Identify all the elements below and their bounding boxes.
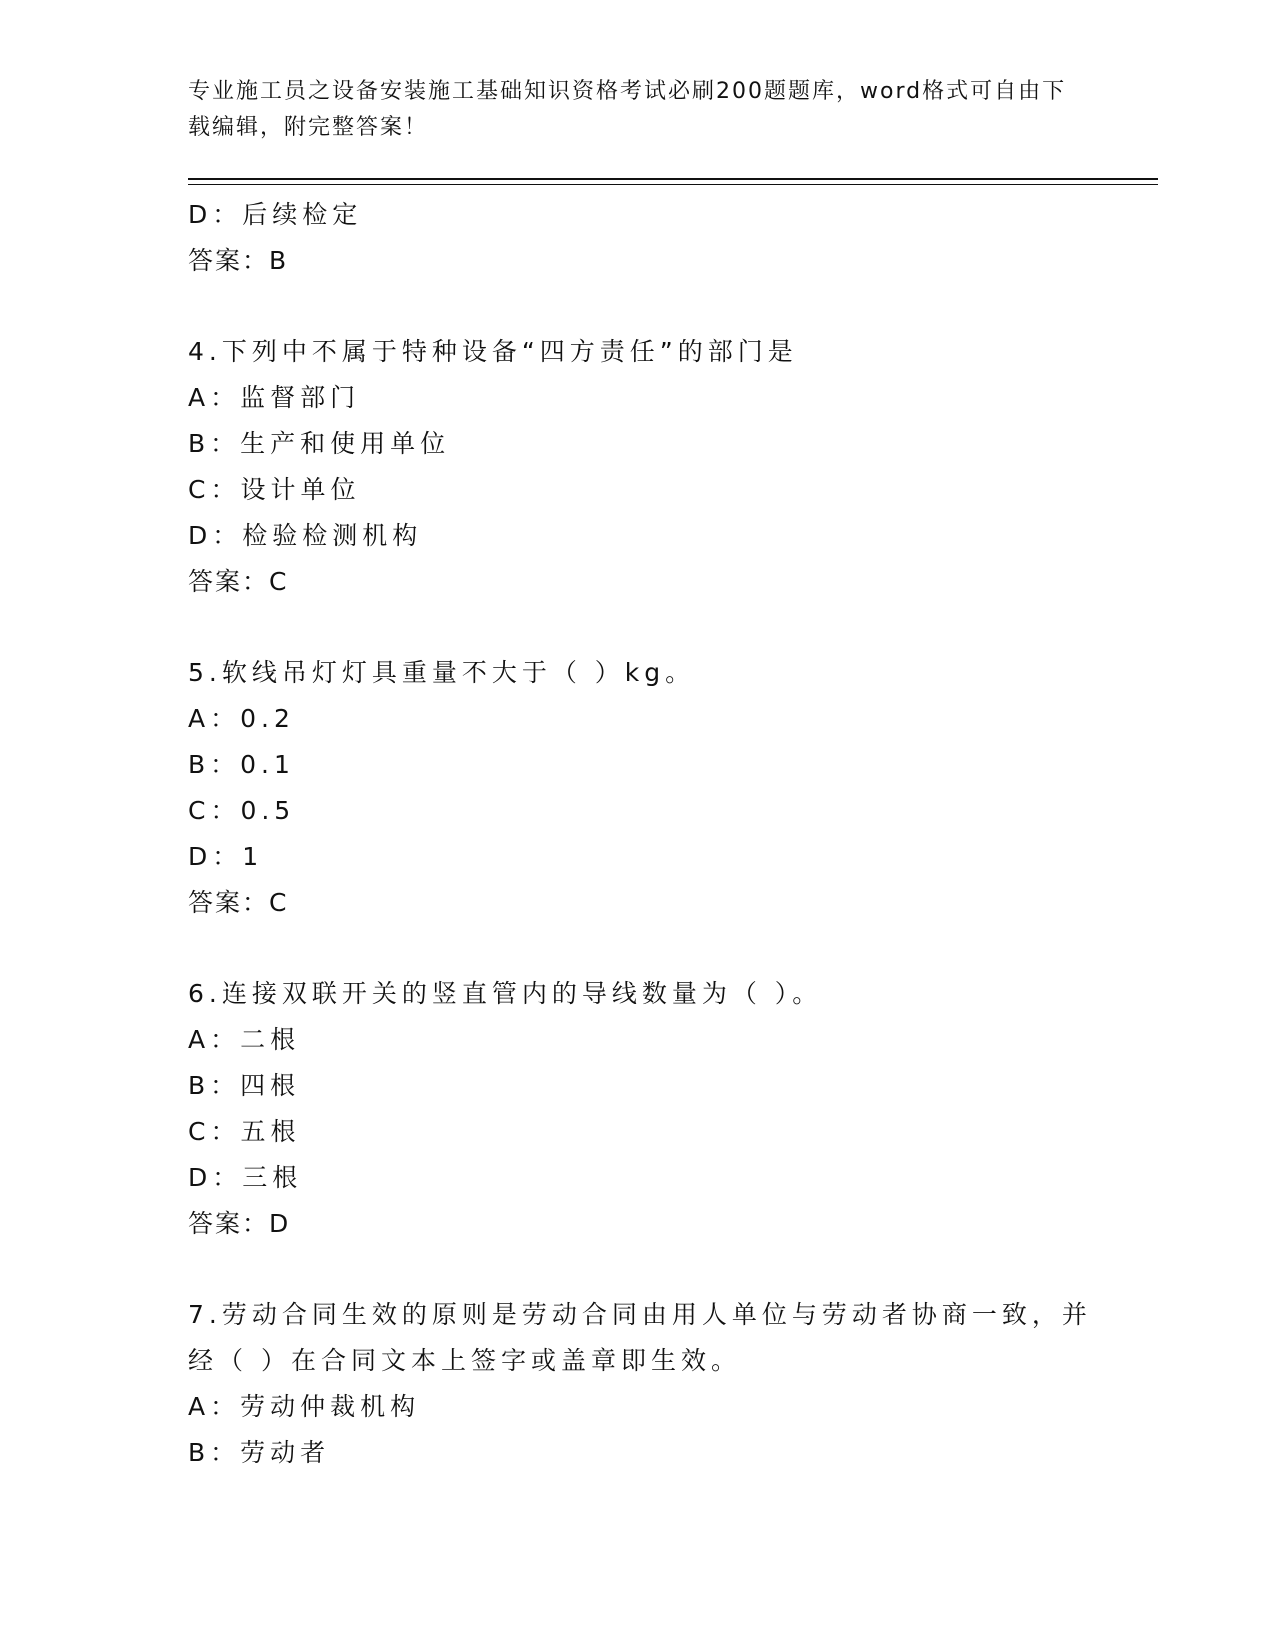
option-b: B：生产和使用单位 xyxy=(188,429,451,458)
header-divider-thin xyxy=(188,184,1158,185)
option-c: C：设计单位 xyxy=(188,475,361,504)
answer: 答案：C xyxy=(188,888,289,917)
option-d: D：1 xyxy=(188,842,264,871)
header-divider-thick xyxy=(188,178,1158,180)
question-stem: 5.软线吊灯灯具重量不大于（ ）kg。 xyxy=(188,658,696,687)
option-d: D：三根 xyxy=(188,1163,303,1192)
question-stem-line-2: 经（ ）在合同文本上签字或盖章即生效。 xyxy=(188,1346,741,1375)
question-list xyxy=(188,192,1128,1476)
answer: 答案：D xyxy=(188,1209,291,1238)
prev-answer: 答案：B xyxy=(188,246,289,275)
option-a: A：监督部门 xyxy=(188,383,361,412)
spacer xyxy=(188,605,1128,650)
option-b: B：0.1 xyxy=(188,750,295,779)
option-c: C：0.5 xyxy=(188,796,296,825)
question-7 xyxy=(188,1292,1128,1476)
question-6 xyxy=(188,971,1128,1247)
document-header: 专业施工员之设备安装施工基础知识资格考试必刷200题题库，word格式可自由下载编辑，附完整答案！ xyxy=(188,79,1067,140)
spacer xyxy=(188,1247,1128,1292)
option-b: B：四根 xyxy=(188,1071,301,1100)
option-b: B：劳动者 xyxy=(188,1438,331,1467)
option-a: A：0.2 xyxy=(188,704,295,733)
answer: 答案：C xyxy=(188,567,289,596)
spacer xyxy=(188,926,1128,971)
question-4 xyxy=(188,329,1128,605)
question-stem-line-1: 7.劳动合同生效的原则是劳动合同由用人单位与劳动者协商一致，并 xyxy=(188,1300,1092,1329)
option-a: A：二根 xyxy=(188,1025,301,1054)
spacer xyxy=(188,284,1128,329)
prev-option-d: D：后续检定 xyxy=(188,200,363,229)
question-stem: 4.下列中不属于特种设备“四方责任”的部门是 xyxy=(188,337,798,366)
option-a: A：劳动仲裁机构 xyxy=(188,1392,421,1421)
option-c: C：五根 xyxy=(188,1117,301,1146)
question-stem: 6.连接双联开关的竖直管内的导线数量为（ ）。 xyxy=(188,979,823,1008)
question-5 xyxy=(188,650,1128,926)
option-d: D：检验检测机构 xyxy=(188,521,423,550)
